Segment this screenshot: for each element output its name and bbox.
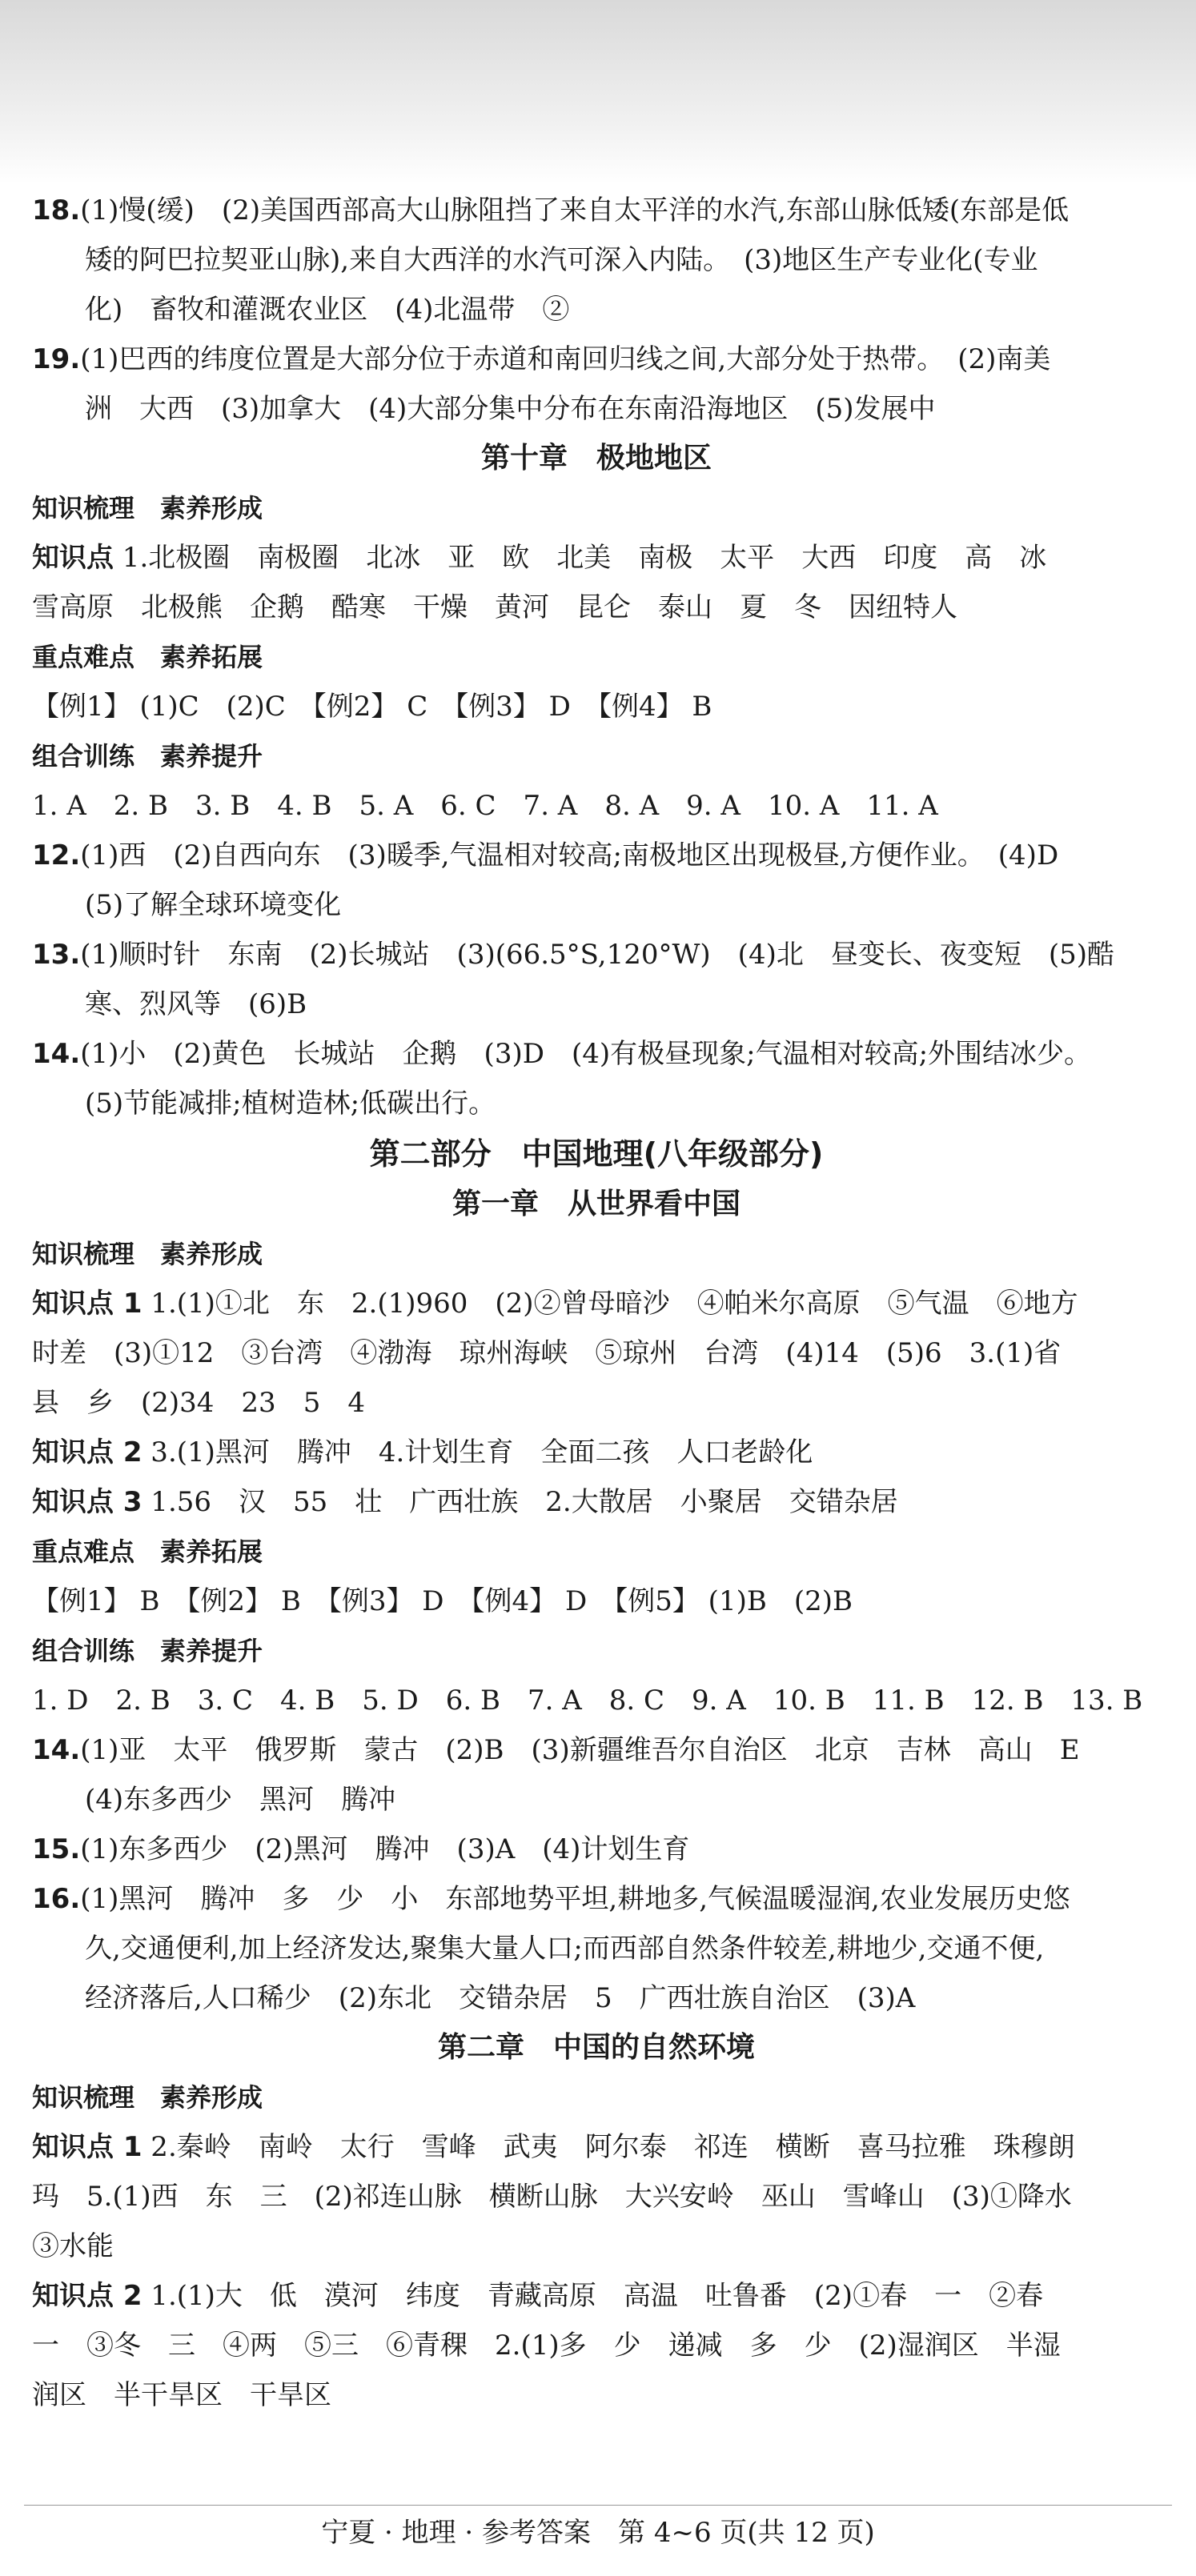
answer-text: 1. D 2. B 3. C 4. B 5. D 6. B 7. A 8. C 9. A 10. B 11. B 12. B 13. B bbox=[32, 1685, 1143, 1717]
answer-line bbox=[32, 533, 1161, 583]
answer-line bbox=[32, 2172, 1161, 2221]
answer-line bbox=[32, 1725, 1161, 1775]
item-number: 15. bbox=[32, 1833, 81, 1865]
answer-line-continued: 洲 大西 (3)加拿大 (4)大部分集中分布在东南沿海地区 (5)发展中 bbox=[85, 393, 936, 425]
answer-text: 雪高原 北极熊 企鹅 酷寒 干燥 黄河 昆仑 泰山 夏 冬 因纽特人 bbox=[32, 591, 957, 623]
item-number: 14. bbox=[32, 1734, 81, 1766]
answer-line bbox=[32, 2271, 1161, 2321]
answer-line-continued: 寒、烈风等 (6)B bbox=[85, 988, 307, 1020]
section-heading: 组合训练 素养提升 bbox=[32, 1636, 263, 1666]
answer-line-continued: 经济落后,人口稀少 (2)东北 交错杂居 5 广西壮族自治区 (3)A bbox=[85, 1982, 916, 2014]
answer-text: (1)黑河 腾冲 多 少 小 东部地势平坦,耕地多,气候温暖湿润,农业发展历史悠 bbox=[80, 1883, 1070, 1915]
scan-top-shadow bbox=[0, 0, 1196, 184]
answer-line-continued: (5)了解全球环境变化 bbox=[85, 889, 342, 921]
answer-text: 1.56 汉 55 壮 广西壮族 2.大散居 小聚居 交错杂居 bbox=[142, 1486, 898, 1518]
answer-text: 2.秦岭 南岭 太行 雪峰 武夷 阿尔泰 祁连 横断 喜马拉雅 珠穆朗 bbox=[142, 2131, 1075, 2163]
answer-text: 【例1】 (1)C (2)C 【例2】 C 【例3】 D 【例4】 B bbox=[32, 691, 712, 723]
answer-line bbox=[32, 1874, 1161, 1924]
answer-line-continued: (5)节能减排;植树造林;低碳出行。 bbox=[85, 1088, 496, 1120]
answer-text: 一 ③冬 三 ④两 ⑤三 ⑥青稞 2.(1)多 少 递减 多 少 (2)湿润区 半湿 bbox=[32, 2330, 1061, 2362]
answer-text: (1)慢(缓) (2)美国西部高大山脉阻挡了来自太平洋的水汽,东部山脉低矮(东部是低 bbox=[80, 194, 1070, 226]
section-heading: 知识梳理 素养形成 bbox=[32, 493, 263, 523]
answer-line-continued: 化) 畜牧和灌溉农业区 (4)北温带 ② bbox=[85, 294, 570, 326]
answer-line bbox=[32, 1428, 1161, 1477]
section-heading: 知识梳理 素养形成 bbox=[32, 1239, 263, 1269]
answer-line bbox=[32, 2221, 1161, 2271]
answer-line-continued: 矮的阿巴拉契亚山脉),来自大西洋的水汽可深入内陆。 (3)地区生产专业化(专业 bbox=[85, 244, 1038, 276]
answer-text: 县 乡 (2)34 23 5 4 bbox=[32, 1387, 365, 1419]
answer-line bbox=[32, 1477, 1161, 1527]
item-number: 19. bbox=[32, 343, 81, 375]
answer-line bbox=[32, 682, 1161, 731]
item-number: 14. bbox=[32, 1038, 81, 1070]
answer-line-continued: (4)东多西少 黑河 腾冲 bbox=[85, 1784, 396, 1816]
answer-line bbox=[32, 781, 1161, 831]
answer-line bbox=[32, 583, 1161, 632]
answer-line bbox=[32, 1825, 1161, 1874]
answer-text: 3.(1)黑河 腾冲 4.计划生育 全面二孩 人口老龄化 bbox=[142, 1436, 813, 1468]
item-number: 知识点 1 bbox=[32, 2131, 142, 2163]
item-number: 知识点 2 bbox=[32, 1436, 142, 1468]
answer-line bbox=[32, 930, 1161, 980]
page-footer: 宁夏 · 地理 · 参考答案 第 4~6 页(共 12 页) bbox=[321, 2517, 875, 2549]
answer-text: 润区 半干旱区 干旱区 bbox=[32, 2379, 331, 2411]
chapter-heading: 第十章 极地地区 bbox=[480, 442, 712, 475]
answer-text: (1)小 (2)黄色 长城站 企鹅 (3)D (4)有极昼现象;气温相对较高;外围结冰少。 bbox=[80, 1038, 1092, 1070]
chapter-heading: 第二章 中国的自然环境 bbox=[437, 2031, 755, 2064]
answer-line bbox=[32, 831, 1161, 880]
answer-line bbox=[32, 335, 1161, 384]
answer-line bbox=[32, 1676, 1161, 1725]
answer-text: 【例1】 B 【例2】 B 【例3】 D 【例4】 D 【例5】 (1)B (2)B bbox=[32, 1585, 853, 1617]
answer-text: (1)巴西的纬度位置是大部分位于赤道和南回归线之间,大部分处于热带。 (2)南美 bbox=[80, 343, 1051, 375]
answer-line bbox=[32, 1029, 1161, 1079]
answer-text: 时差 (3)①12 ③台湾 ④渤海 琼州海峡 ⑤琼州 台湾 (4)14 (5)6 3.(1)省 bbox=[32, 1337, 1062, 1369]
item-number: 知识点 1 bbox=[32, 1288, 142, 1320]
answer-text: (1)东多西少 (2)黑河 腾冲 (3)A (4)计划生育 bbox=[80, 1833, 690, 1865]
answer-line bbox=[32, 1279, 1161, 1328]
answer-line bbox=[32, 2321, 1161, 2370]
item-number: 知识点 bbox=[32, 542, 114, 574]
answer-line-continued: 久,交通便利,加上经济发达,聚集大量人口;而西部自然条件较差,耕地少,交通不便, bbox=[85, 1933, 1045, 1965]
answer-text: ③水能 bbox=[32, 2230, 114, 2262]
section-heading: 重点难点 素养拓展 bbox=[32, 642, 263, 672]
answer-line bbox=[32, 1576, 1161, 1626]
answer-line bbox=[32, 1378, 1161, 1428]
item-number: 16. bbox=[32, 1883, 81, 1915]
answer-page bbox=[32, 186, 1161, 2420]
chapter-heading: 第一章 从世界看中国 bbox=[452, 1188, 740, 1220]
answer-text: 1. A 2. B 3. B 4. B 5. A 6. C 7. A 8. A 9. A 10. A 11. A bbox=[32, 790, 938, 822]
section-heading: 知识梳理 素养形成 bbox=[32, 2082, 263, 2113]
answer-line bbox=[32, 186, 1161, 235]
answer-text: (1)西 (2)自西向东 (3)暖季,气温相对较高;南极地区出现极昼,方便作业。 (4)D bbox=[80, 839, 1059, 871]
answer-line bbox=[32, 2122, 1161, 2172]
section-heading: 重点难点 素养拓展 bbox=[32, 1536, 263, 1567]
answer-text: 1.北极圈 南极圈 北冰 亚 欧 北美 南极 太平 大西 印度 高 冰 bbox=[114, 542, 1047, 574]
answer-line bbox=[32, 2370, 1161, 2420]
answer-text: 1.(1)①北 东 2.(1)960 (2)②曾母暗沙 ④帕米尔高原 ⑤气温 ⑥地方 bbox=[142, 1288, 1078, 1320]
item-number: 知识点 2 bbox=[32, 2280, 142, 2312]
footer-rule bbox=[24, 2505, 1172, 2506]
answer-text: 玛 5.(1)西 东 三 (2)祁连山脉 横断山脉 大兴安岭 巫山 雪峰山 (3)①降水 bbox=[32, 2181, 1072, 2213]
answer-text: (1)顺时针 东南 (2)长城站 (3)(66.5°S,120°W) (4)北 昼变长、夜变短 (5)酷 bbox=[80, 939, 1115, 971]
item-number: 13. bbox=[32, 939, 81, 971]
item-number: 18. bbox=[32, 194, 81, 226]
answer-text: (1)亚 太平 俄罗斯 蒙古 (2)B (3)新疆维吾尔自治区 北京 吉林 高山 E bbox=[80, 1734, 1080, 1766]
answer-line bbox=[32, 1328, 1161, 1378]
section-heading: 组合训练 素养提升 bbox=[32, 741, 263, 771]
answer-text: 1.(1)大 低 漠河 纬度 青藏高原 高温 吐鲁番 (2)①春 一 ②春 bbox=[142, 2280, 1044, 2312]
item-number: 知识点 3 bbox=[32, 1486, 142, 1518]
item-number: 12. bbox=[32, 839, 81, 871]
part-heading: 第二部分 中国地理(八年级部分) bbox=[369, 1136, 824, 1172]
